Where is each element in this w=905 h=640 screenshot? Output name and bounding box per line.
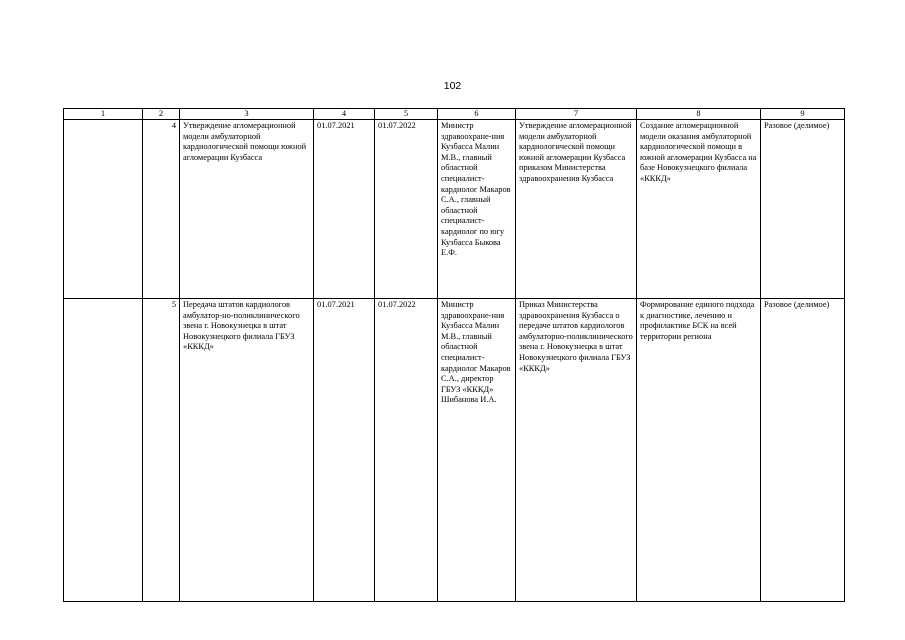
cell-result-description: Приказ Министерства здравоохранения Кузбасса о передаче штатов кардиологов амбулаторно-поликлинического звена г. Новокузнецка в штат Новокузнецкого филиала ГБУЗ «КККД» — [516, 299, 637, 602]
page-number: 102 — [443, 80, 462, 92]
cell-regularity: Разовое (делимое) — [761, 120, 845, 299]
cell-result-characteristic: Создание агломерационной модели оказания амбулаторной кардиологической помощи в южной агломерации Кузбасса на базе Новокузнецкого филиала «КККД» — [637, 120, 761, 299]
header-col-6: 6 — [438, 109, 516, 120]
cell-region — [64, 299, 143, 602]
cell-item-number: 5 — [143, 299, 180, 602]
cell-event-name: Утверждение агломерационной модели амбулаторной кардиологической помощи южной агломерации Кузбасса — [180, 120, 314, 299]
table-row — [64, 299, 845, 602]
cell-end-date: 01.07.2022 — [375, 299, 438, 602]
cell-end-date: 01.07.2022 — [375, 120, 438, 299]
cell-region — [64, 120, 143, 299]
cell-responsible: Министр здравоохране-ния Кузбасса Малин М.В., главный областной специалист-кардиолог Макаров С.А., директор ГБУЗ «КККД» Шибанова И.А. — [438, 299, 516, 602]
plan-table — [63, 108, 845, 602]
table-row — [64, 120, 845, 299]
header-col-5: 5 — [375, 109, 438, 120]
header-col-9: 9 — [761, 109, 845, 120]
cell-responsible: Министр здравоохране-ния Кузбасса Малин М.В., главный областной специалист-кардиолог Макаров С.А., главный областной специалист-кардиолог по югу Кузбасса Быкова Е.Ф. — [438, 120, 516, 299]
header-col-3: 3 — [180, 109, 314, 120]
cell-regularity: Разовое (делимое) — [761, 299, 845, 602]
cell-start-date: 01.07.2021 — [314, 120, 375, 299]
cell-item-number: 4 — [143, 120, 180, 299]
header-col-1: 1 — [64, 109, 143, 120]
header-col-7: 7 — [516, 109, 637, 120]
cell-start-date: 01.07.2021 — [314, 299, 375, 602]
header-col-2: 2 — [143, 109, 180, 120]
header-row — [64, 109, 845, 120]
cell-result-description: Утверждение агломерационной модели амбулаторной кардиологической помощи южной агломерации Кузбасса приказом Министерства здравоохранения Кузбасса — [516, 120, 637, 299]
cell-event-name: Передача штатов кардиологов амбулатор-но-поликлинического звена г. Новокузнецка в штат Новокузнецкого филиала ГБУЗ «КККД» — [180, 299, 314, 602]
header-col-8: 8 — [637, 109, 761, 120]
cell-result-characteristic: Формирование единого подхода к диагностике, лечению и профилактике БСК на всей территории региона — [637, 299, 761, 602]
header-col-4: 4 — [314, 109, 375, 120]
